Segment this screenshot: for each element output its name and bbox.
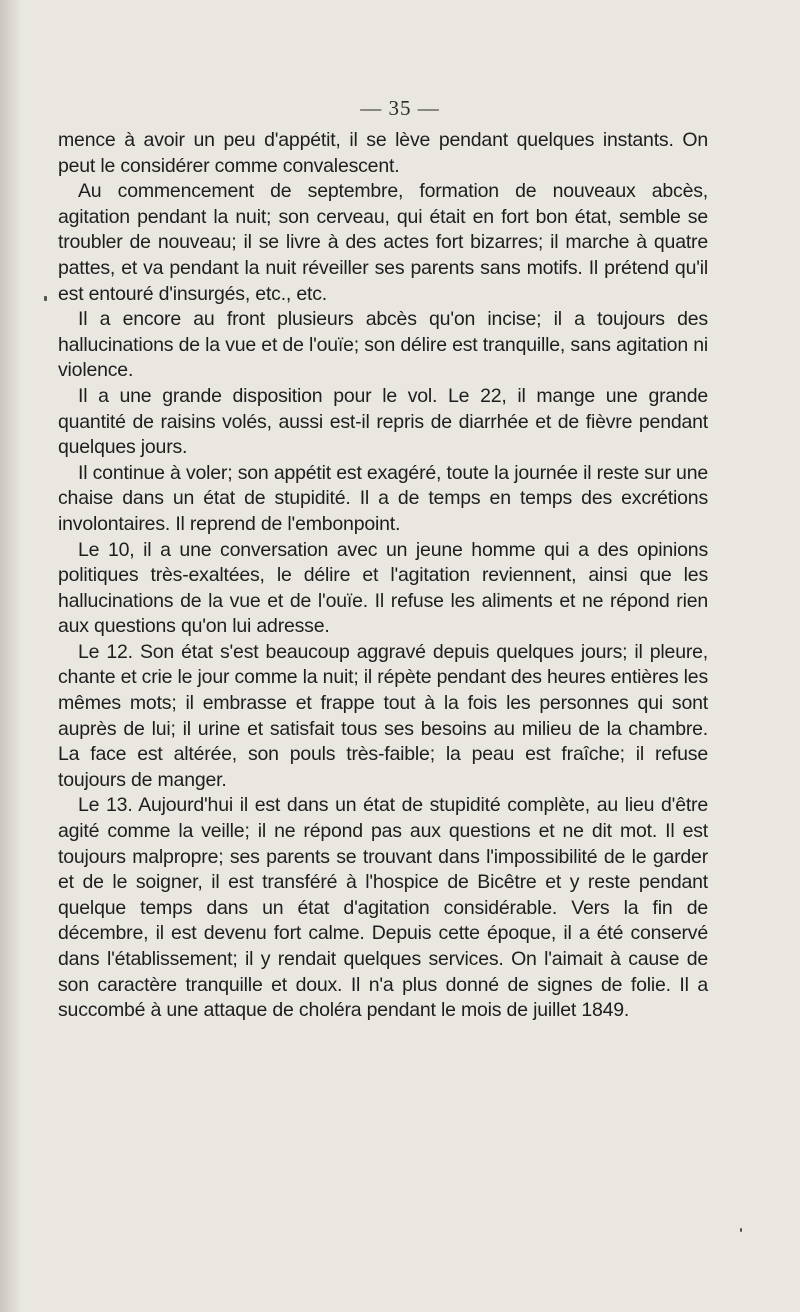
paragraph-day-13: Le 13. Aujourd'hui il est dans un état de stupidité complète, au lieu d'être agité comme la veille; il ne répond pas aux questions et ne dit mot. Il est toujours malpropre; ses parents se trouvant dans l'impossibilité de le garder et de le soigner, il est transféré à l'hospice de Bicêtre et y reste pendant quelque temps dans un état d'agitation considérable. Vers la fin de décembre, il est devenu fort calme. Depuis cette époque, il a été conservé dans l'établissement; il y rendait quelques services. On l'aimait à cause de son caractère tranquille et doux. Il n'a plus donné de signes de folie. Il a succombé à une attaque de choléra pendant le mois de juillet 1849. <box>58 794 708 1022</box>
paragraph-stupidity: Il continue à voler; son appétit est exagéré, toute la journée il reste sur une chaise dans un état de stupidité. Il a de temps en temps des excrétions involontaires. Il reprend de l'embonpoint. <box>58 461 708 535</box>
paragraph-day-12: Le 12. Son état s'est beaucoup aggravé depuis quelques jours; il pleure, chante et crie le jour comme la nuit; il répète pendant des heures entières les mêmes mots; il embrasse et frappe tout à la fois les personnes qui sont auprès de lui; il urine et satisfait tous ses besoins au milieu de la chambre. La face est altérée, son pouls très-faible; la peau est fraîche; il refuse toujours de manger. <box>58 640 708 791</box>
page-number: — 35 — <box>360 96 440 120</box>
body-text <box>58 128 708 1024</box>
paragraph-abscesses: Il a encore au front plusieurs abcès qu'on incise; il a toujours des hallucinations de la vue et de l'ouïe; son délire est tranquille, sans agitation ni violence. <box>58 308 708 382</box>
paragraph-day-10: Le 10, il a une conversation avec un jeune homme qui a des opinions politiques très-exaltées, le délire et l'agitation reviennent, ainsi que les hallucinations de la vue et de l'ouïe. Il refuse les aliments et ne répond rien aux questions qu'on lui adresse. <box>58 538 708 638</box>
paragraph-continuation: mence à avoir un peu d'appétit, il se lève pendant quelques instants. On peut le considérer comme convalescent. <box>58 129 708 177</box>
paragraph-theft: Il a une grande disposition pour le vol. Le 22, il mange une grande quantité de raisins volés, aussi est-il repris de diarrhée et de fièvre pendant quelques jours. <box>58 384 708 459</box>
ink-speck <box>44 296 47 301</box>
ink-speck <box>740 1228 742 1232</box>
page-edge-shadow <box>0 0 22 1312</box>
paragraph-september: Au commencement de septembre, formation de nouveaux abcès, agitation pendant la nuit; son cerveau, qui était en fort bon état, semble se troubler de nouveau; il se livre à des actes fort bizarres; il marche à quatre pattes, et va pendant la nuit réveiller ses parents sans motifs. Il prétend qu'il est entouré d'insurgés, etc., etc. <box>58 180 708 305</box>
